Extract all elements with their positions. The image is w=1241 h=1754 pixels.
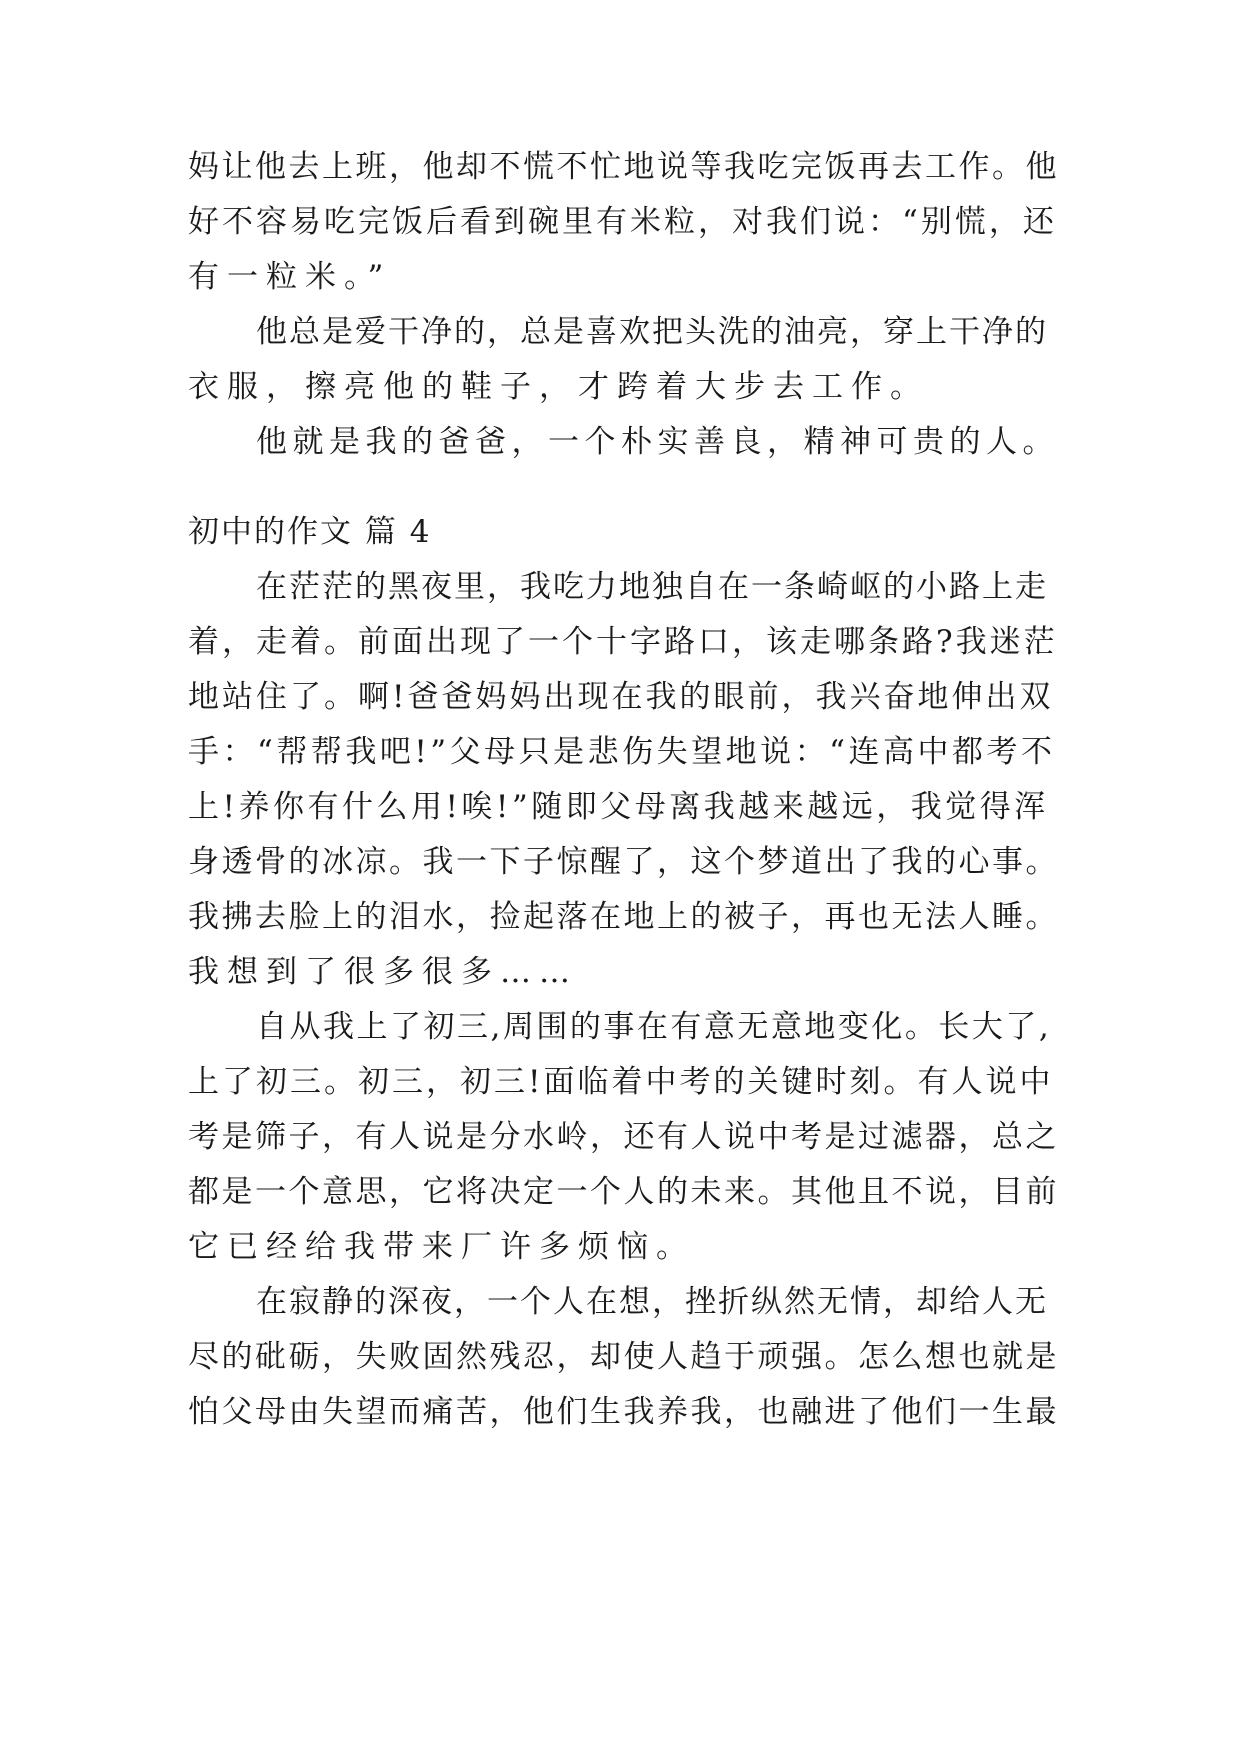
text-line: 他就是我的爸爸，一个朴实善良，精神可贵的人。: [256, 424, 1059, 460]
text-line: 尽的砒砺，失败固然残忍，却使人趋于顽强。怎么想也就是: [188, 1339, 1059, 1375]
text-line: 好不容易吃完饭后看到碗里有米粒，对我们说：“别慌，还: [188, 204, 1057, 240]
text-line: 它已经给我带来厂许多烦恼。: [188, 1229, 695, 1265]
text-line: 有一粒米。”: [188, 259, 392, 295]
text-line: 考是筛子，有人说是分水岭，还有人说中考是过滤器，总之: [188, 1119, 1059, 1155]
text-line: 自从我上了初三,周围的事在有意无意地变化。长大了,: [256, 1009, 1052, 1045]
text-line: 地站住了。啊!爸爸妈妈出现在我的眼前，我兴奋地伸出双: [188, 679, 1054, 715]
text-line: 在寂静的深夜，一个人在想，挫折纵然无情，却给人无: [256, 1284, 1048, 1320]
text-line: 上!养你有什么用!唉!”随即父母离我越来越远，我觉得浑: [188, 789, 1049, 825]
text-line: 衣服，擦亮他的鞋子，才跨着大步去工作。: [188, 369, 929, 405]
section-heading: 初中的作文 篇 4: [188, 514, 432, 550]
text-line: 身透骨的冰凉。我一下子惊醒了，这个梦道出了我的心事。: [188, 844, 1059, 880]
text-line: 手：“帮帮我吧!”父母只是悲伤失望地说：“连高中都考不: [188, 734, 1056, 770]
text-line: 着，走着。前面出现了一个十字路口，该走哪条路?我迷茫: [188, 624, 1058, 660]
text-line: 上了初三。初三，初三!面临着中考的关键时刻。有人说中: [188, 1064, 1054, 1100]
document-page: [188, 0, 1058, 1754]
text-line: 怕父母由失望而痛苦，他们生我养我，也融进了他们一生最: [188, 1394, 1059, 1430]
text-line: 都是一个意思，它将决定一个人的未来。其他且不说，目前: [188, 1174, 1059, 1210]
text-line: 我拂去脸上的泪水，捡起落在地上的被子，再也无法人睡。: [188, 899, 1059, 935]
text-line: 在茫茫的黑夜里，我吃力地独自在一条崎岖的小路上走: [256, 569, 1048, 605]
text-line: 他总是爱干净的，总是喜欢把头洗的油亮，穿上干净的: [256, 314, 1048, 350]
text-line: 我想到了很多很多……: [188, 954, 578, 990]
text-line: 妈让他去上班，他却不慌不忙地说等我吃完饭再去工作。他: [188, 149, 1059, 185]
